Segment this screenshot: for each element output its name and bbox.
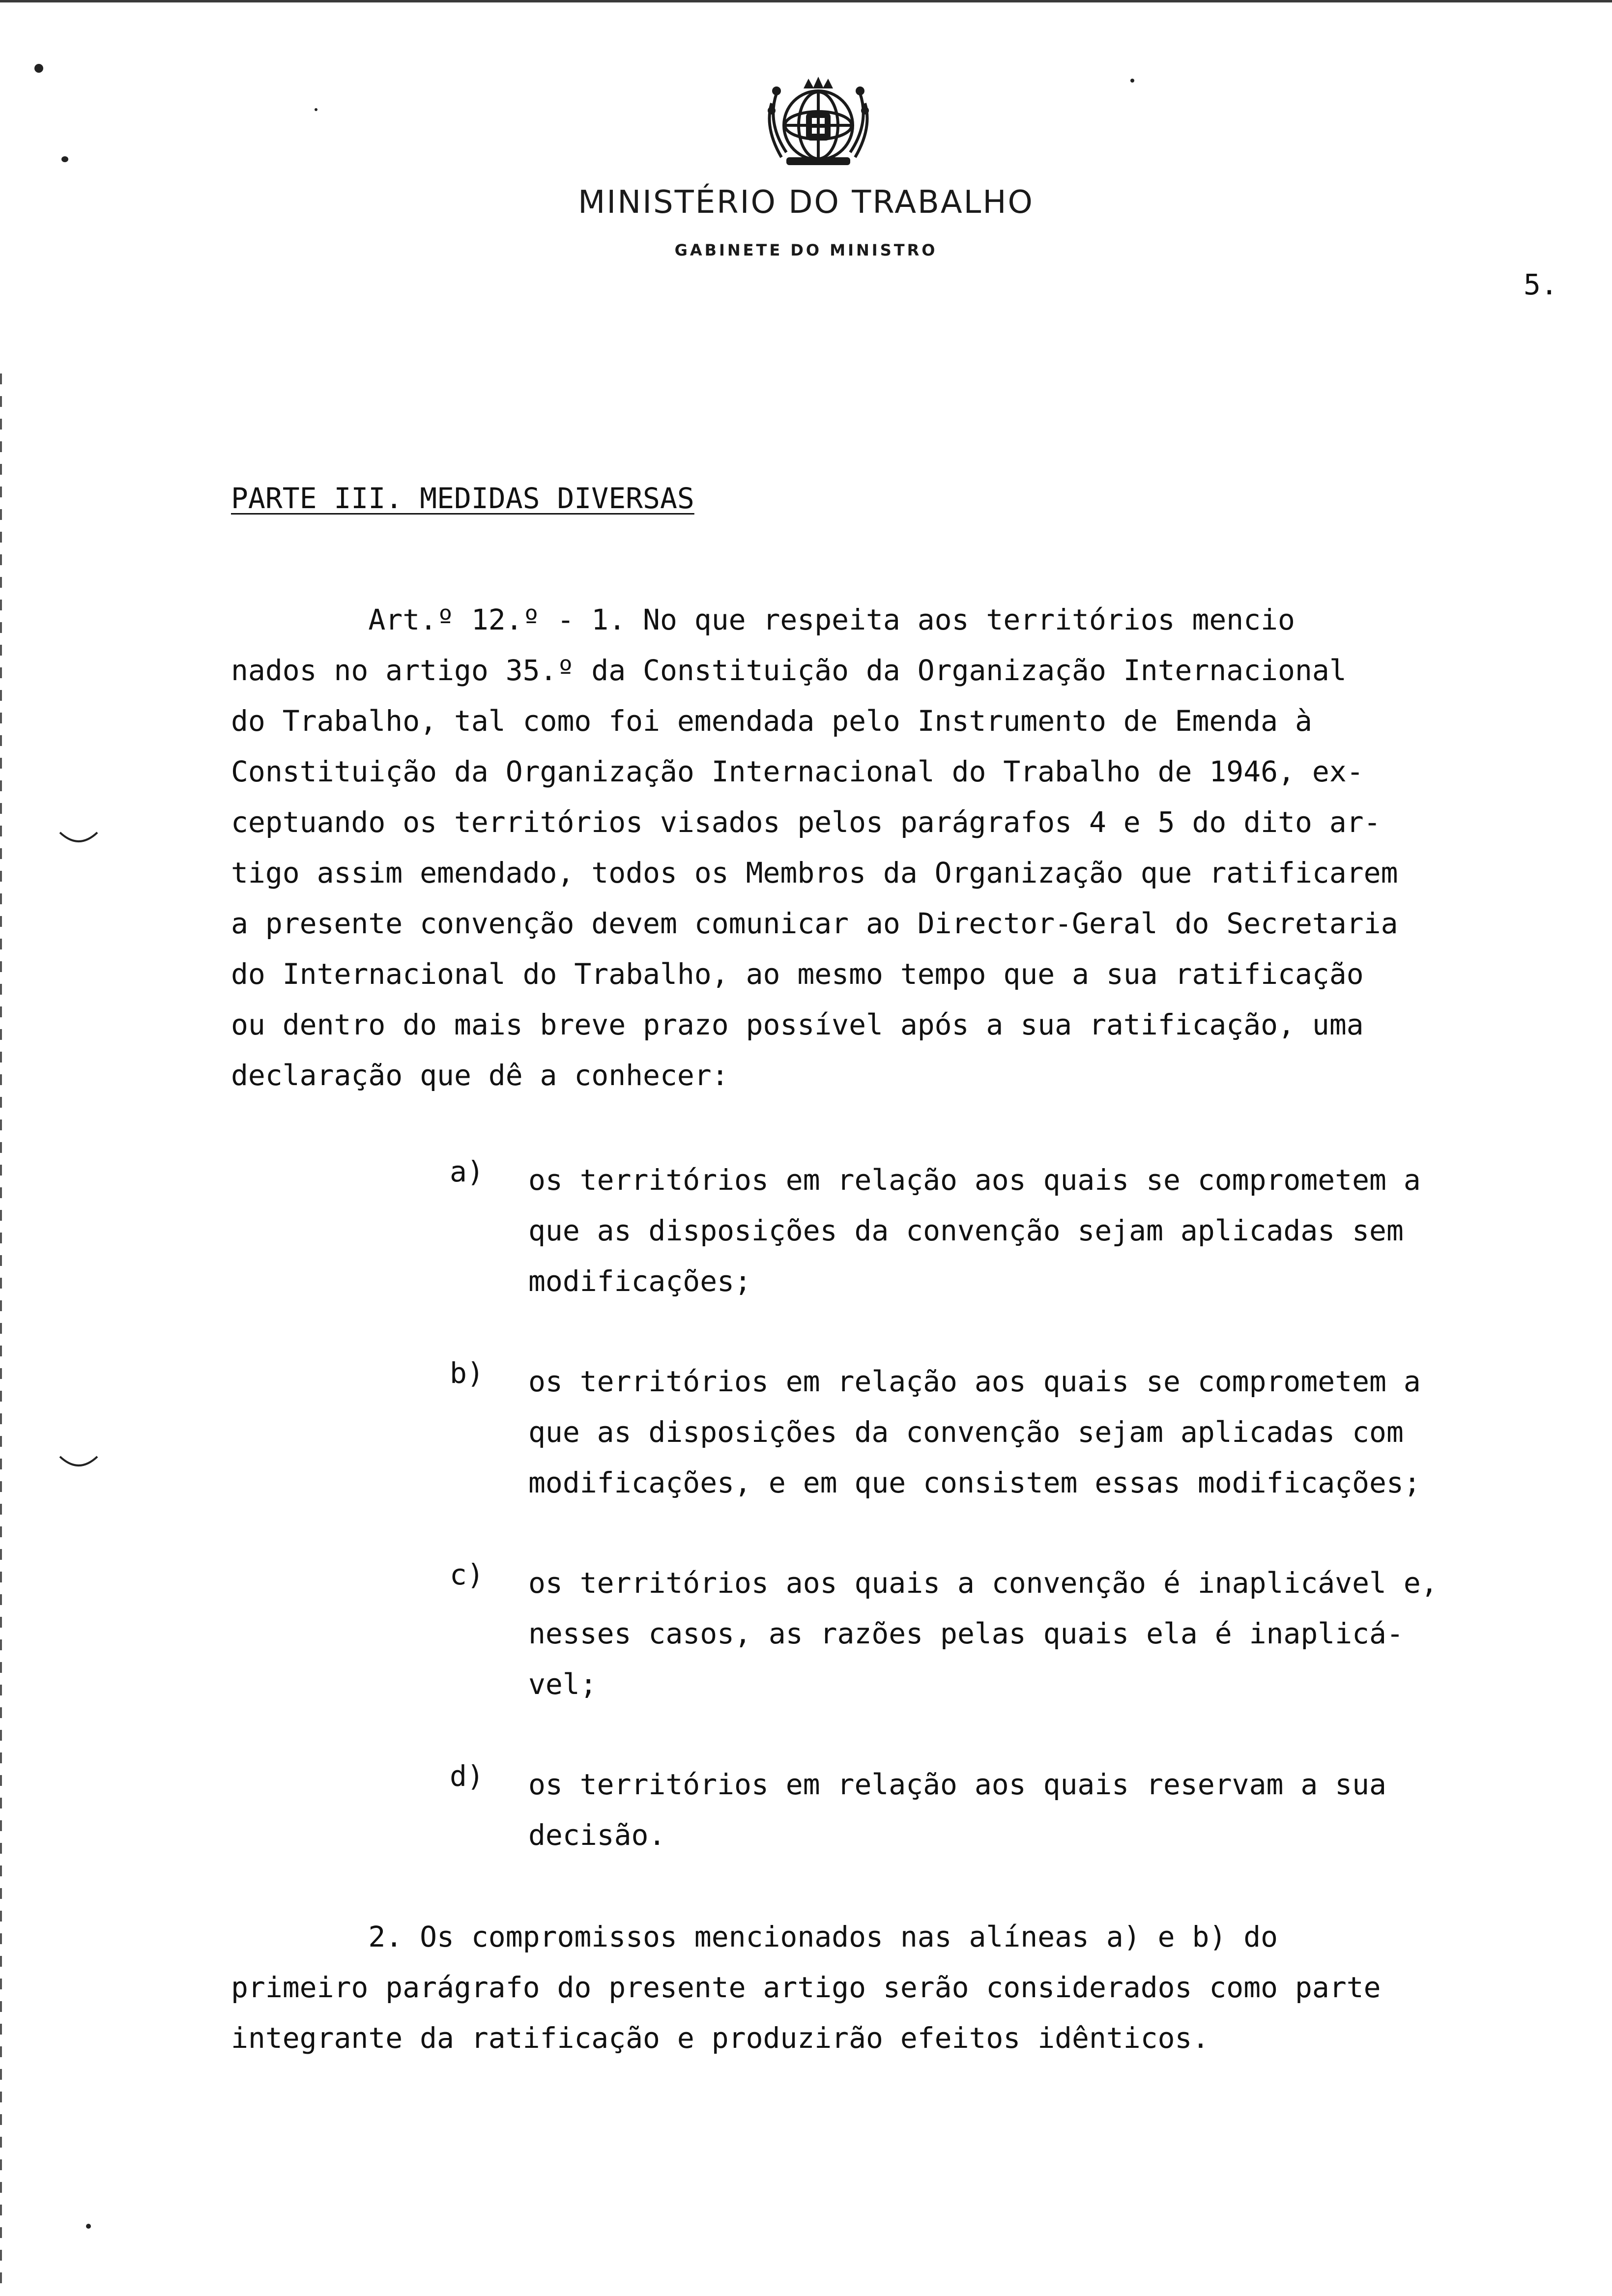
ministry-title: MINISTÉRIO DO TRABALHO <box>578 184 1034 221</box>
list-item-line: vel; <box>528 1667 597 1701</box>
paragraph-line: tigo assim emendado, todos os Membros da Organização que ratificarem <box>231 856 1398 890</box>
list-item-marker: c) <box>450 1558 484 1591</box>
paragraph-line: 2. Os compromissos mencionados nas alíneas a) e b) do <box>231 1920 1278 1953</box>
scan-speck <box>86 2224 91 2229</box>
scan-speck <box>34 64 43 73</box>
list-item-line: modificações; <box>528 1264 751 1298</box>
paragraph-line: Art.º 12.º - 1. No que respeita aos territórios mencio <box>231 603 1295 636</box>
list-item-line: nesses casos, as razões pelas quais ela é inaplicá- <box>528 1617 1404 1650</box>
punch-hole-mark <box>59 831 98 848</box>
punch-hole-mark <box>59 1455 98 1472</box>
paragraph-line: primeiro parágrafo do presente artigo serão considerados como parte <box>231 1971 1381 2004</box>
paragraph-line: do Trabalho, tal como foi emendada pelo Instrumento de Emenda à <box>231 704 1312 738</box>
paragraph-line: Constituição da Organização Internacional do Trabalho de 1946, ex- <box>231 755 1364 788</box>
list-item-marker: a) <box>450 1155 484 1188</box>
paragraph-line: do Internacional do Trabalho, ao mesmo tempo que a sua ratificação <box>231 957 1364 991</box>
section-heading: PARTE III. MEDIDAS DIVERSAS <box>231 482 694 515</box>
list-item-line: os territórios em relação aos quais reservam a sua <box>528 1768 1386 1801</box>
scan-speck <box>1130 79 1134 83</box>
list-item-line: os territórios aos quais a convenção é inaplicável e, <box>528 1566 1438 1600</box>
list-item-line: modificações, e em que consistem essas modificações; <box>528 1466 1421 1499</box>
list-item-marker: b) <box>450 1356 484 1390</box>
list-item-body <box>528 1558 1438 1710</box>
list-item-body <box>528 1759 1386 1861</box>
list-item-body <box>528 1155 1421 1307</box>
paragraph-line: integrante da ratificação e produzirão efeitos idênticos. <box>231 2021 1209 2055</box>
cabinet-subtitle: GABINETE DO MINISTRO <box>674 241 938 259</box>
scan-speck <box>61 156 68 162</box>
scan-top-edge <box>0 0 1612 2</box>
list-item-body <box>528 1356 1421 1508</box>
article-paragraph <box>231 595 1607 1101</box>
list-item-line: que as disposições da convenção sejam aplicadas sem <box>528 1214 1404 1247</box>
paragraph-line: declaração que dê a conhecer: <box>231 1059 729 1092</box>
paragraph-line: ceptuando os territórios visados pelos parágrafos 4 e 5 do dito ar- <box>231 805 1381 839</box>
coat-of-arms-icon <box>757 74 880 172</box>
list-item-marker: d) <box>450 1759 484 1793</box>
scan-left-edge <box>0 373 2 2290</box>
list-item-line: decisão. <box>528 1818 666 1852</box>
paragraph-line: ou dentro do mais breve prazo possível após a sua ratificação, uma <box>231 1008 1364 1041</box>
page-number: 5. <box>1524 268 1558 301</box>
paragraph-line: a presente convenção devem comunicar ao Director-Geral do Secretaria <box>231 907 1398 940</box>
list-item-line: que as disposições da convenção sejam aplicadas com <box>528 1415 1404 1449</box>
list-item-line: os territórios em relação aos quais se comprometem a <box>528 1365 1421 1398</box>
list-item-line: os territórios em relação aos quais se comprometem a <box>528 1163 1421 1197</box>
paragraph-line: nados no artigo 35.º da Constituição da Organização Internacional <box>231 654 1347 687</box>
scan-speck <box>315 108 317 111</box>
closing-paragraph <box>231 1912 1607 2064</box>
